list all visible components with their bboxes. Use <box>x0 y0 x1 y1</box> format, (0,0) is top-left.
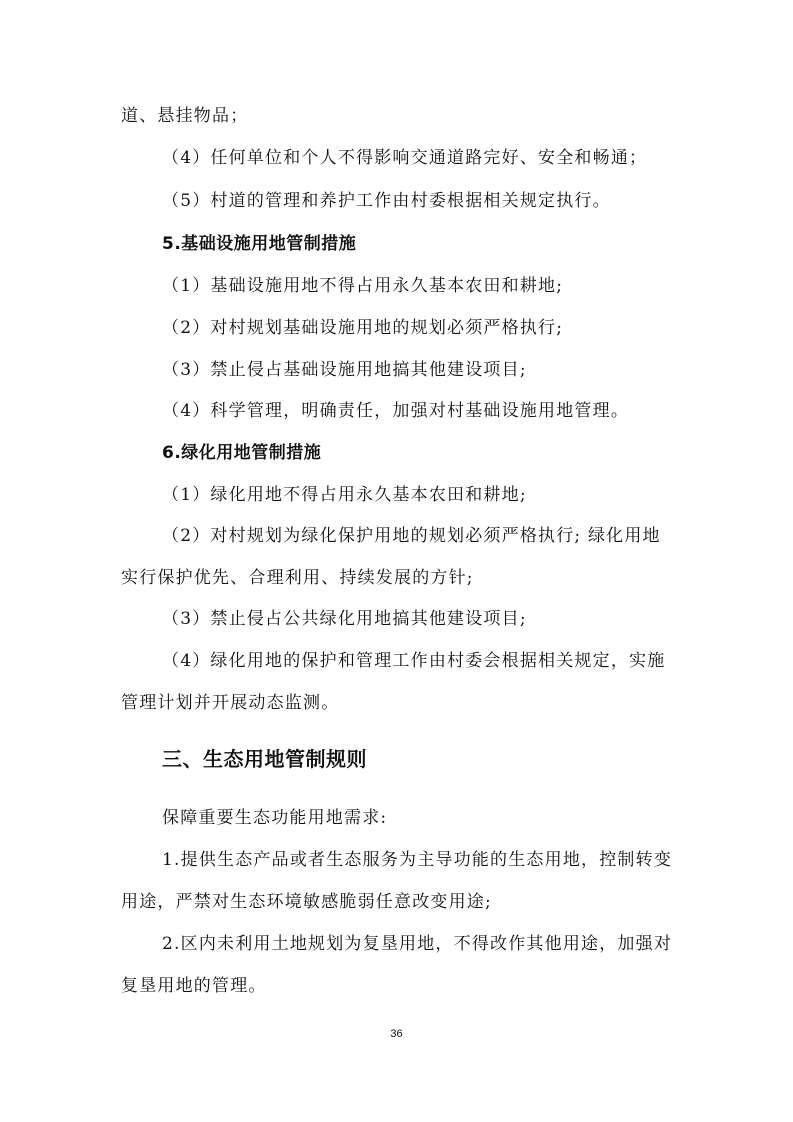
paragraph-line: 道、悬挂物品； <box>121 106 249 126</box>
subsection-heading: 6.绿化用地管制措施 <box>162 443 322 463</box>
list-item: （4）绿化用地的保护和管理工作由村委会根据相关规定，实施 <box>162 651 666 671</box>
list-item: （5）村道的管理和养护工作由村委根据相关规定执行。 <box>162 191 611 211</box>
list-item: （3）禁止侵占公共绿化用地搞其他建设项目; <box>162 609 527 629</box>
paragraph-line: 实行保护优先、合理利用、持续发展的方针; <box>121 568 474 588</box>
list-item: （4）任何单位和个人不得影响交通道路完好、安全和畅通； <box>162 148 648 168</box>
list-item: （2）对村规划为绿化保护用地的规划必须严格执行; 绿化用地 <box>162 526 661 546</box>
list-item: （1）绿化用地不得占用永久基本农田和耕地; <box>162 485 527 505</box>
page-number: 36 <box>390 1028 403 1040</box>
paragraph-line: 用途，严禁对生态环境敏感脆弱任意改变用途; <box>121 892 492 912</box>
subsection-heading: 5.基础设施用地管制措施 <box>162 234 357 254</box>
paragraph-line: 保障重要生态功能用地需求: <box>162 808 388 828</box>
list-item: 2.区内未利用土地规划为复垦用地，不得改作其他用途，加强对 <box>162 934 673 954</box>
paragraph-line: 复垦用地的管理。 <box>121 976 267 996</box>
paragraph-line: 管理计划并开展动态监测。 <box>121 693 340 713</box>
list-item: （3）禁止侵占基础设施用地搞其他建设项目; <box>162 360 527 380</box>
list-item: （4）科学管理，明确责任，加强对村基础设施用地管理。 <box>162 401 630 421</box>
list-item: （2）对村规划基础设施用地的规划必须严格执行; <box>162 318 564 338</box>
list-item: 1.提供生态产品或者生态服务为主导功能的生态用地，控制转变 <box>162 850 673 870</box>
list-item: （1）基础设施用地不得占用永久基本农田和耕地; <box>162 276 564 296</box>
section-heading: 三、生态用地管制规则 <box>162 747 367 771</box>
